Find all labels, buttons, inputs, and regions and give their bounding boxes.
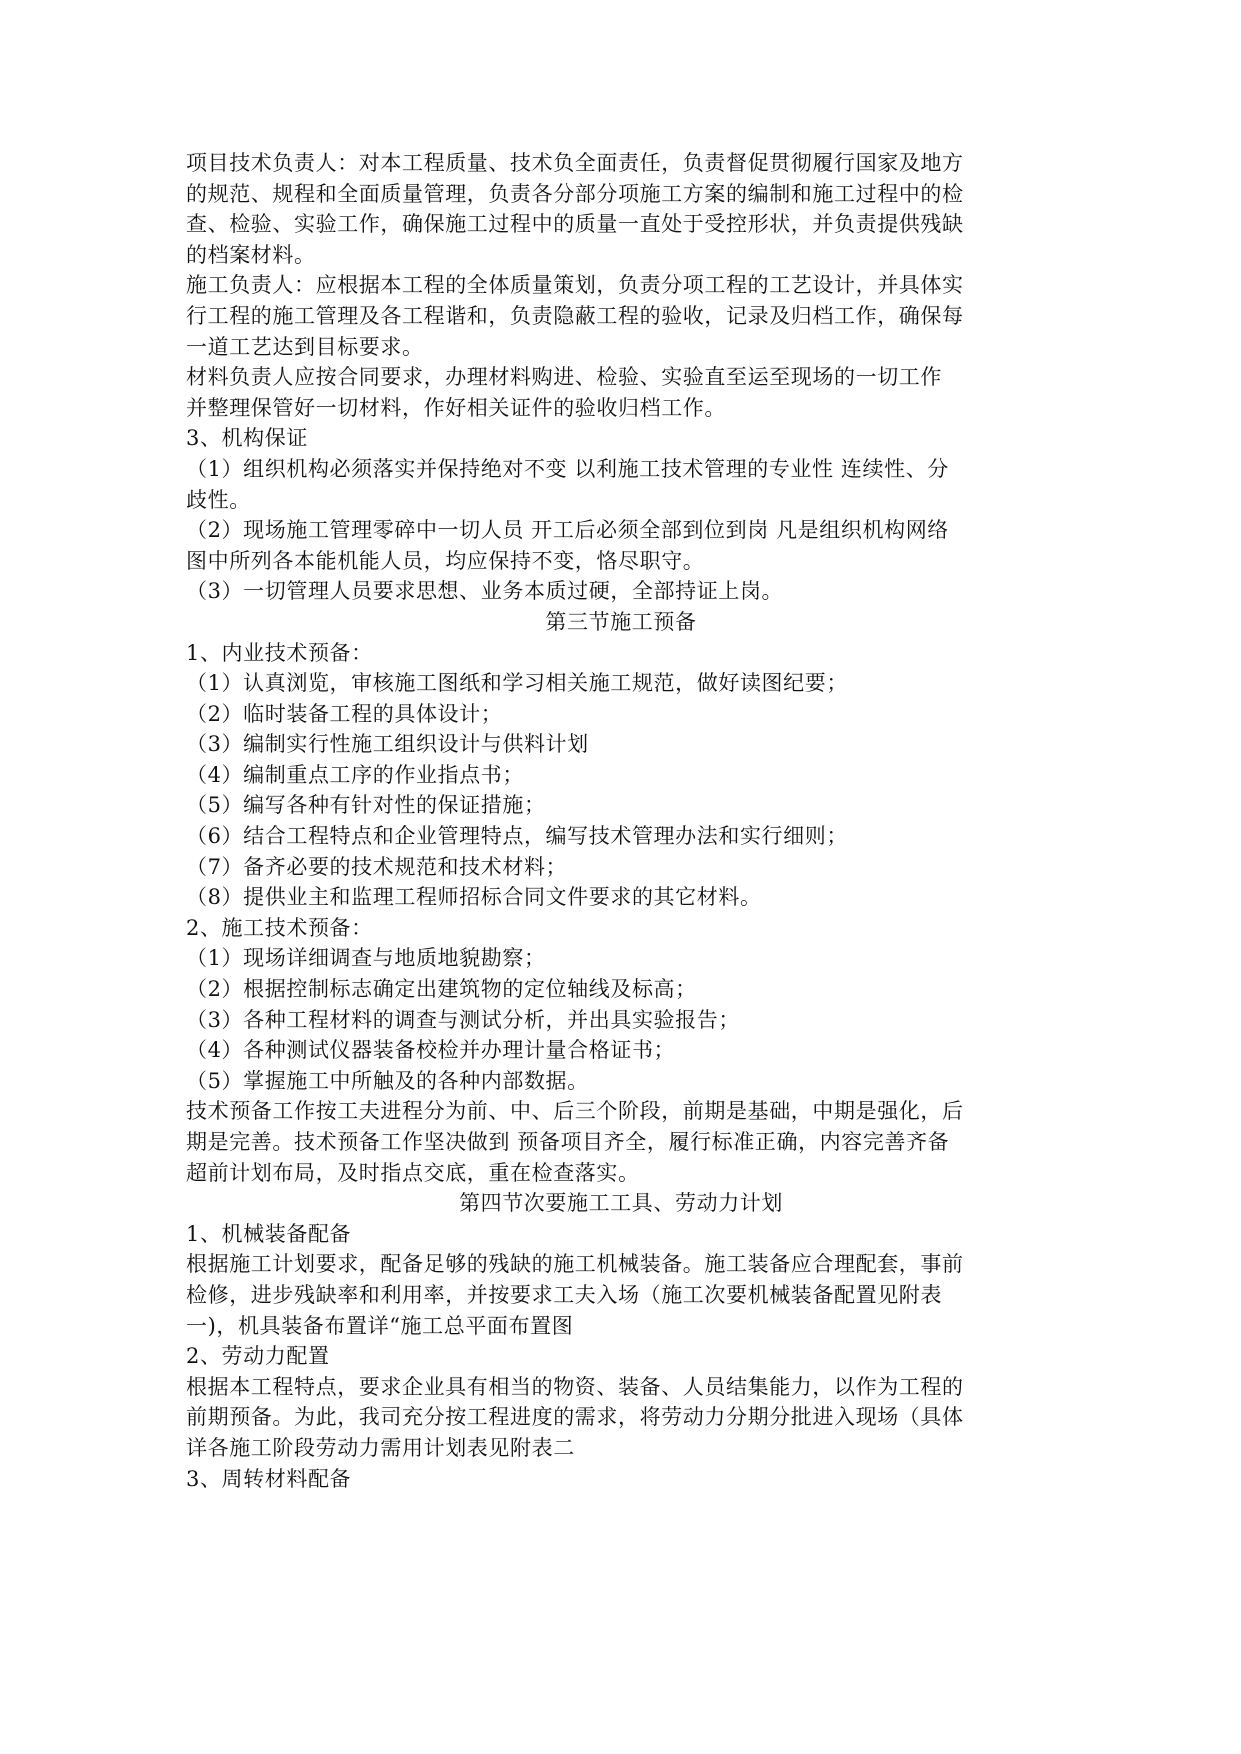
text-line: 2、劳动力配置 [186,1344,330,1369]
text-line: 一道工艺达到目标要求。 [186,334,424,359]
text-line: 行工程的施工管理及各工程谐和，负责隐蔽工程的验收，记录及归档工作，确保每 [186,303,964,328]
text-line: 2、施工技术预备： [186,915,373,940]
text-line: 1、机械装备配备 [186,1221,352,1246]
section-heading: 第三节施工预备 [545,609,697,634]
section-heading: 第四节次要施工工具、劳动力计划 [459,1191,783,1216]
text-line: （2）根据控制标志确定出建筑物的定位轴线及标高； [186,977,697,1002]
text-line: 项目技术负责人：对本工程质量、技术负全面责任，负责督促贯彻履行国家及地方 [186,151,964,175]
text-line: （1）现场详细调查与地质地貌勘察； [186,946,546,971]
text-line: 并整理保管好一切材料，作好相关证件的验收归档工作。 [186,395,726,420]
text-line: 歧性。 [186,487,251,512]
text-line: （8）提供业主和监理工程师招标合同文件要求的其它材料。 [186,885,762,910]
text-line: 检修，进步残缺率和利用率，并按要求工夫入场（施工次要机械装备配置见附表 [186,1282,942,1307]
text-line: 3、机构保证 [186,426,308,451]
text-line: （3）一切管理人员要求思想、业务本质过硬，全部持证上岗。 [186,579,784,604]
text-line: 期是完善。技术预备工作坚决做到 预备项目齐全，履行标准正确，内容完善齐备 [186,1130,950,1154]
text-line: （4）各种测试仪器装备校检并办理计量合格证书； [186,1038,676,1063]
text-line: 超前计划布局，及时指点交底，重在检查落实。 [186,1160,640,1185]
text-line: （2）现场施工管理零碎中一切人员 开工后必须全部到位到岗 凡是组织机构网络 [186,518,949,543]
text-line: 查、检验、实验工作，确保施工过程中的质量一直处于受控形状，并负责提供残缺 [186,212,964,237]
text-line: （5）掌握施工中所触及的各种内部数据。 [186,1068,589,1093]
text-line: （3）各种工程材料的调查与测试分析，并出具实验报告； [186,1007,740,1032]
text-line: 3、周转材料配备 [186,1466,352,1491]
text-line: 施工负责人：应根据本工程的全体质量策划，负责分项工程的工艺设计，并具体实 [186,273,964,298]
text-line: （4）编制重点工序的作业指点书； [186,762,524,787]
text-line: （1）组织机构必须落实并保持绝对不变 以利施工技术管理的专业性 连续性、分 [186,456,949,481]
text-line: （5）编写各种有针对性的保证措施； [186,793,546,818]
text-line: 的档案材料。 [186,242,316,267]
text-line: （1）认真浏览，审核施工图纸和学习相关施工规范，做好读图纪要； [186,671,848,696]
text-line: 的规范、规程和全面质量管理，负责各分部分项施工方案的编制和施工过程中的检 [186,181,964,206]
text-line: （7）备齐必要的技术规范和技术材料； [186,854,568,879]
text-line: 技术预备工作按工夫进程分为前、中、后三个阶段，前期是基础，中期是强化，后 [186,1099,964,1124]
text-line: 图中所列各本能机能人员，均应保持不变，恪尽职守。 [186,548,705,573]
text-line: 根据施工计划要求，配备足够的残缺的施工机械装备。施工装备应合理配套，事前 [186,1252,964,1277]
text-line: 材料负责人应按合同要求，办理材料购进、检验、实验直至运至现场的一切工作 [186,365,942,390]
text-line: 1、内业技术预备： [186,640,373,665]
text-line: （6）结合工程特点和企业管理特点，编写技术管理办法和实行细则； [186,824,848,849]
text-line: 一)，机具装备布置详“施工总平面布置图 [186,1313,574,1338]
text-line: （2）临时装备工程的具体设计； [186,701,503,726]
document-body [186,148,1056,1494]
text-line: 前期预备。为此，我司充分按工程进度的需求，将劳动力分期分批进入现场（具体 [186,1405,964,1430]
text-line: （3）编制实行性施工组织设计与供料计划 [186,732,589,757]
text-line: 根据本工程特点，要求企业具有相当的物资、装备、人员结集能力，以作为工程的 [186,1374,964,1399]
text-line: 详各施工阶段劳动力需用计划表见附表二 [186,1435,575,1460]
